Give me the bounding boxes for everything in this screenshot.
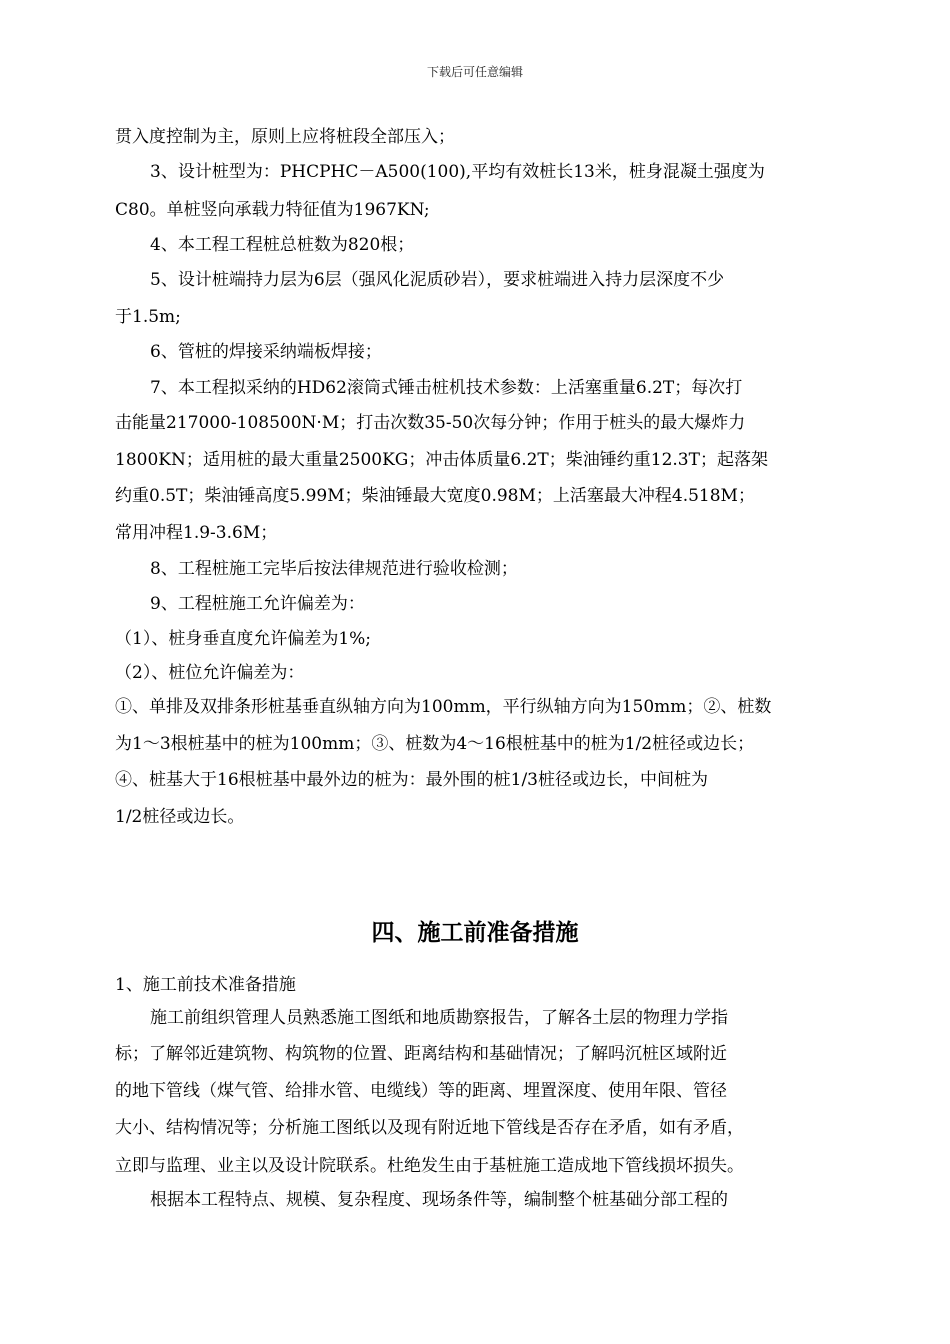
paragraph-line: ①、单排及双排条形桩基垂直纵轴方向为100mm，平行纵轴方向为150mm；②、桩数	[115, 697, 772, 717]
paragraph-line: 1/2桩径或边长。	[115, 807, 245, 827]
paragraph-line: 立即与监理、业主以及设计院联系。杜绝发生由于基桩施工造成地下管线损坏损失。	[115, 1156, 744, 1176]
page-header: 下载后可任意编辑	[426, 65, 523, 79]
paragraph-line: 为1～3根桩基中的桩为100mm；③、桩数为4～16根桩基中的桩为1/2桩径或边长；	[115, 734, 755, 754]
section-heading: 四、施工前准备措施	[371, 919, 579, 946]
paragraph-line: 5、设计桩端持力层为6层（强风化泥质砂岩），要求桩端进入持力层深度不少	[150, 270, 725, 290]
paragraph-line: ④、桩基大于16根桩基中最外边的桩为：最外围的桩1/3桩径或边长，中间桩为	[115, 770, 708, 790]
paragraph-line: 9、工程桩施工允许偏差为：	[150, 594, 365, 614]
subsection-title: 1、施工前技术准备措施	[115, 975, 296, 995]
paragraph-line: 8、工程桩施工完毕后按法律规范进行验收检测；	[150, 559, 518, 579]
paragraph-line: 击能量217000-108500N·M；打击次数35-50次每分钟；作用于桩头的最大爆炸力	[115, 413, 746, 433]
paragraph-line: C80。单桩竖向承载力特征值为1967KN;	[115, 200, 430, 220]
paragraph-line: 标；了解邻近建筑物、构筑物的位置、距离结构和基础情况；了解吗沉桩区域附近	[115, 1044, 727, 1064]
paragraph-line: 根据本工程特点、规模、复杂程度、现场条件等，编制整个桩基础分部工程的	[150, 1190, 728, 1210]
paragraph-line: （2）、桩位允许偏差为：	[115, 663, 305, 683]
paragraph-line: 6、管桩的焊接采纳端板焊接；	[150, 342, 382, 362]
paragraph-line: 于1.5m;	[115, 307, 181, 327]
paragraph-line: 大小、结构情况等；分析施工图纸以及现有附近地下管线是否存在矛盾，如有矛盾，	[115, 1118, 744, 1138]
paragraph-line: （1）、桩身垂直度允许偏差为1%;	[115, 629, 372, 649]
paragraph-line: 4、本工程工程桩总桩数为820根；	[150, 235, 415, 255]
paragraph-line: 的地下管线（煤气管、给排水管、电缆线）等的距离、埋置深度、使用年限、管径	[115, 1081, 727, 1101]
paragraph-line: 7、本工程拟采纳的HD62滚筒式锤击桩机技术参数：上活塞重量6.2T；每次打	[150, 378, 743, 398]
paragraph-line: 1800KN；适用桩的最大重量2500KG；冲击体质量6.2T；柴油锤约重12.3T；起落架	[115, 450, 768, 470]
paragraph-line: 施工前组织管理人员熟悉施工图纸和地质勘察报告，了解各土层的物理力学指	[150, 1008, 728, 1028]
paragraph-line: 常用冲程1.9-3.6M；	[115, 523, 278, 543]
paragraph-line: 贯入度控制为主，原则上应将桩段全部压入；	[115, 127, 455, 147]
paragraph-line: 3、设计桩型为：PHCPHC－A500(100),平均有效桩长13米，桩身混凝土强度为	[150, 162, 765, 182]
paragraph-line: 约重0.5T；柴油锤高度5.99M；柴油锤最大宽度0.98M；上活塞最大冲程4.518M；	[115, 486, 755, 506]
